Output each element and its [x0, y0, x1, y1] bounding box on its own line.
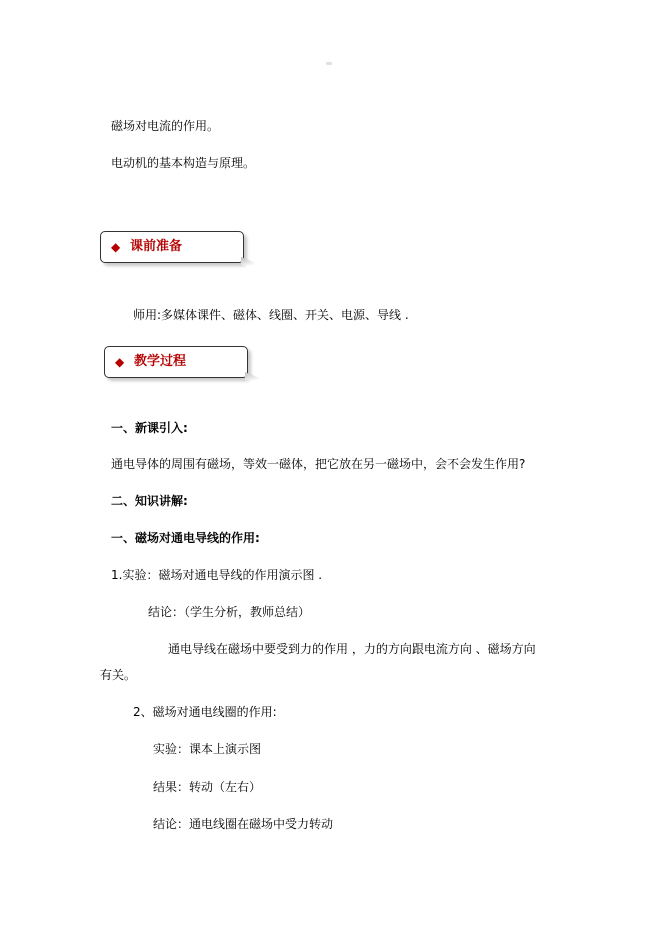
diamond-icon: ◆ [111, 240, 121, 254]
header-shadow-tail [241, 257, 255, 265]
item-1-detail-b: 有关。 [100, 668, 137, 682]
diamond-icon: ◆ [115, 355, 125, 369]
prep-section-header [100, 231, 244, 263]
intro-line-2: 电动机的基本构造与原理。 [111, 156, 256, 170]
prep-section-title: 课前准备 [130, 239, 183, 254]
item-2-heading: 2、磁场对通电线圈的作用: [133, 705, 277, 719]
item-1-conclusion: 结论：（学生分析，教师总结） [148, 605, 311, 619]
process-section-title: 教学过程 [134, 354, 187, 369]
intro-line-1: 磁场对电流的作用。 [111, 119, 220, 133]
item-1-experiment: 1.实验：磁场对通电导线的作用演示图 . [111, 568, 323, 582]
teacher-materials: 师用:多媒体课件、磁体、线圈、开关、电源、导线 . [133, 308, 409, 322]
process-section-header [104, 346, 248, 378]
header-shadow-tail [245, 372, 259, 380]
item-2-result: 结果：转动（左右） [153, 780, 262, 794]
heading-knowledge: 二、知识讲解: [111, 494, 188, 508]
item-2-conclusion: 结论：通电线圈在磁场中受力转动 [153, 817, 334, 831]
item-2-experiment: 实验：课本上演示图 [153, 742, 262, 756]
paragraph-question: 通电导体的周围有磁场，等效一磁体，把它放在另一磁场中，会不会发生作用? [111, 457, 526, 471]
heading-new-lesson: 一、新课引入: [111, 421, 188, 435]
heading-magnetic-wire: 一、磁场对通电导线的作用: [111, 531, 260, 545]
stray-mark [326, 62, 332, 65]
item-1-detail-a: 通电导线在磁场中要受到力的作用 ，力的方向跟电流方向 、磁场方向 [168, 642, 536, 656]
